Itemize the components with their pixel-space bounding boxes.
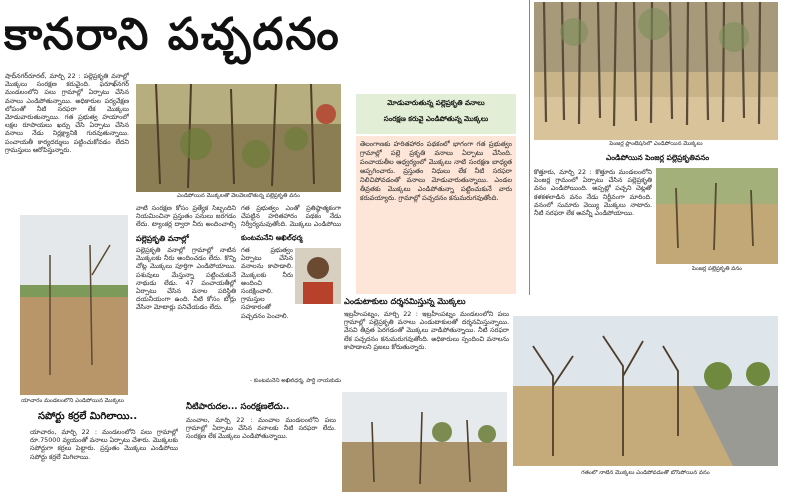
kuntamaneni-text: గత ప్రభుత్వం ఏర్పాటు చేసిన వనాలను కాపాడాలి. మొక్కలకు నీరు అందించి సంరక్షించాలి. గ్రామస్తుల సహకారంతో పచ్చదనం పెంచాలి. (241, 246, 293, 320)
bottom-right-road-photo (513, 316, 778, 466)
mid-left-text: వాటి సంరక్షణ కోసం ప్రత్యేక సిబ్బందిని నియమించినా ప్రస్తుతం పనులు జరగడం లేదు. ట్యాంకర్ల ద్వారా నీరు అందించాల్సి (136, 204, 236, 229)
center-box-green-header (356, 94, 516, 134)
middle-photo-caption: ఎండిపోయిన మొక్కలతో వెలవెలబోతున్న పల్లెప్రకృతి వనం (177, 193, 300, 199)
kuntamaneni-title: కుంటమనేని అఖిల్‌ధర్మ (241, 234, 303, 242)
kuntamaneni-avatar (295, 248, 341, 304)
bottom-left-text: యాచారం, మార్చి 22 : మండలంలోని పలు గ్రామాల్లో రూ.75000 వ్యయంతో వనాలు ఏర్పాటు చేశారు. మొక్కలకు సపోర్టుగా కర్రలు పెట్టారు. ప్రస్తుతం మొక్కలు ఎండిపోయి సపోర్టు కర్రలే మిగిలాయి. (30, 428, 178, 461)
bottom-photo-caption: గతంలో నాటిన మొక్కలు ఎండిపోవడంతో బోసిపోయిన వనం (581, 470, 710, 476)
bottom-mid-photo (342, 392, 507, 492)
center-box-title-2: సంరక్షణ కరువై ఎండిపోతున్న మొక్కలు (383, 115, 489, 123)
left-photo-caption: యాచారం మండలంలోని ఎండిపోయిన మొక్కలు (21, 398, 124, 404)
middle-forest-photo (136, 84, 341, 192)
left-field-photo (20, 215, 128, 395)
right-small-photo (656, 168, 778, 264)
endutakulu-text: ఇబ్రహీంపట్నం, మార్చి 22 : ఇబ్రహీంపట్నం మండలంలోని పలు గ్రామాల్లో పల్లెప్రకృతి వనాలు ఎండుటాకులతో దర్శనమిస్తున్నాయి. వేసవి తీవ్రత పెరగడంతో మొక్కలు వాడిపోతున్నాయి. నీటి సరఫరా లేక పచ్చదనం కనుమరుగవుతోంది. అధికారులు స్పందించి వనాలను కాపాడాలని ప్రజలు కోరుతున్నారు. (344, 310, 509, 351)
pallepragathi-subhead: పల్లెప్రకృతి వనాల్లో (136, 234, 189, 243)
right-column-rule (529, 0, 530, 295)
left-column-text: షాద్‌నగర్‌రూరల్‌, మార్చి 22 : పల్లెప్రకృతి వనాల్లో మొక్కలు సంరక్షణ కరువైంది. ఫరూఖ్‌నగర్‌ మండలంలోని పలు గ్రామాల్లో ఏర్పాటు చేసిన వనాలు ఎండిపోతున్నాయి. అధికారుల పర్యవేక్షణ లోపంతో నీటి సరఫరా లేక మొక్కలు మోడువారుతున్నాయి. గత ప్రభుత్వ హయాంలో లక్షల రూపాయలు ఖర్చు చేసి ఏర్పాటు చేసిన వనాలు నేడు నిర్లక్ష్యానికి గురవుతున్నాయి. పంచాయతీ కార్యదర్శులు పట్టించుకోవడం లేదని గ్రామస్తులు ఆరోపిస్తున్నారు. (5, 72, 129, 154)
bottom-left-subhead: సపోర్టు కర్రలే మిగిలాయి.. (38, 411, 138, 422)
top-right-photo-caption: పెంజర్ల ప్లాంటేషన్‌లో ఎండిపోయిన మొక్కలు (609, 141, 703, 147)
kuntamaneni-signature: - కుంటమనేని అఖిల్‌ధర్మ, పార్టీ నాయకుడు (249, 378, 341, 384)
endutakulu-subhead: ఎండుటాకులు దర్శనమిస్తున్న మొక్కలు (344, 296, 466, 306)
center-box-title-1: మోడువారుతున్న పల్లెప్రకృతి వనాలు (387, 99, 485, 107)
right-photo-caption: పెంజర్ల పల్లెప్రకృతి వనం (692, 266, 742, 272)
right-subhead: ఎండిపోయిన పెంజర్ల పల్లెప్రకృతివనం (606, 153, 710, 162)
page-headline: కానరాని పచ్చదనం (4, 9, 341, 60)
right-column-text: కొత్తూరు, మార్చి 22 : కొత్తూరు మండలంలోని పెంజర్ల గ్రామంలో ఏర్పాటు చేసిన పల్లెప్రకృతి వనం ఎండిపోయింది. అప్పట్లో పచ్చని చెట్లతో కళకళలాడిన వనం నేడు నిర్జీవంగా మారింది. వనంలో సుమారు వెయ్యి మొక్కలు నాటారు. నీటి సరఫరా లేక అవన్నీ ఎండిపోయాయి. (534, 168, 652, 218)
mid-right-text: గత ప్రభుత్వం ఎంతో ప్రతిష్ఠాత్మకంగా చేపట్టిన హరితహారం పథకం నేడు నిర్వీర్యమవుతోంది. మొక్కలు ఎండిపోయి (241, 204, 341, 229)
bottom-mid-text: మంచాల, మార్చి 22 : మంచాల మండలంలోని పలు గ్రామాల్లో ఏర్పాటు చేసిన వనాలకు నీటి సరఫరా లేదు. సంరక్షణ లేక మొక్కలు ఎండిపోతున్నాయి. (186, 416, 336, 441)
top-right-photo (534, 2, 778, 140)
center-box-body: తెలంగాణకు హరితహారం పథకంలో భాగంగా గత ప్రభుత్వం గ్రామాల్లో పల్లె ప్రకృతి వనాలు ఏర్పాటు చేసింది. పంచాయతీల ఆధ్వర్యంలో మొక్కలు నాటి సంరక్షణ బాధ్యత అప్పగించారు. ప్రస్తుతం నిధులు లేక నీటి సరఫరా నిలిచిపోవడంతో వనాలు మోడువారుతున్నాయి. ఎండల తీవ్రతకు మొక్కలు ఎండిపోతున్నా పట్టించుకునే వారు కరువయ్యారు. గ్రామాల్లో పచ్చదనం కనుమరుగవుతోంది. (356, 136, 516, 294)
pallepragathi-text: పల్లెప్రకృతి వనాల్లో గ్రామాల్లో నాటిన మొక్కలకు నీరు అందించడం లేదు. కొన్ని చోట్ల మొక్కలు పూర్తిగా ఎండిపోయాయి. పశువులు మేస్తున్నా పట్టించుకునే నాథుడు లేడు. 47 పంచాయతీల్లో ఏర్పాటు చేసిన వనాల పరిస్థితి దయనీయంగా ఉంది. నీటి కోసం బోర్లు వేసినా మోటార్లు పనిచేయడం లేదు. (136, 246, 236, 312)
bottom-mid-subhead: నీటిపారుదల... సంరక్షణలేదు.. (186, 402, 290, 412)
